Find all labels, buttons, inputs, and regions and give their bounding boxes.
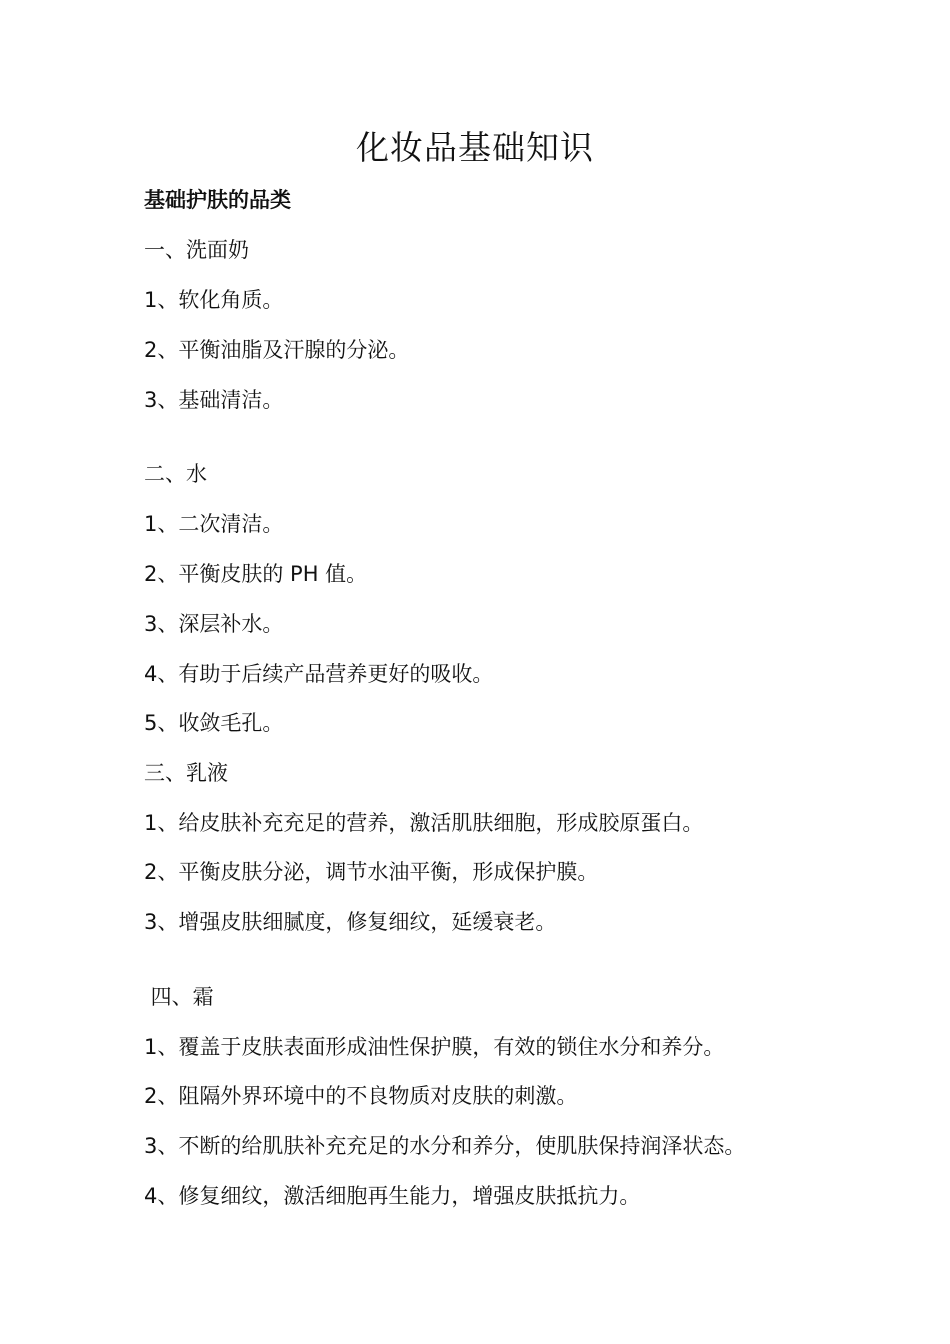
section-heading-toner: 二、水 — [144, 462, 207, 486]
list-item: 3、增强皮肤细腻度，修复细纹，延缓衰老。 — [144, 910, 557, 934]
list-item: 1、给皮肤补充充足的营养，激活肌肤细胞，形成胶原蛋白。 — [144, 811, 704, 835]
list-item: 4、修复细纹，激活细胞再生能力，增强皮肤抵抗力。 — [144, 1184, 641, 1208]
section-subtitle: 基础护肤的品类 — [144, 188, 291, 212]
list-item: 2、阻隔外界环境中的不良物质对皮肤的刺激。 — [144, 1084, 578, 1108]
list-item: 3、基础清洁。 — [144, 388, 284, 412]
list-item: 2、平衡油脂及汗腺的分泌。 — [144, 338, 410, 362]
list-item: 2、平衡皮肤分泌，调节水油平衡，形成保护膜。 — [144, 860, 599, 884]
list-item: 2、平衡皮肤的 PH 值。 — [144, 562, 368, 586]
section-heading-cream: 四、霜 — [144, 985, 214, 1009]
list-item: 3、深层补水。 — [144, 612, 284, 636]
section-heading-cleanser: 一、洗面奶 — [144, 238, 249, 262]
section-heading-lotion: 三、乳液 — [144, 761, 228, 785]
list-item: 1、覆盖于皮肤表面形成油性保护膜，有效的锁住水分和养分。 — [144, 1035, 725, 1059]
list-item: 4、有助于后续产品营养更好的吸收。 — [144, 662, 494, 686]
list-item: 5、收敛毛孔。 — [144, 711, 284, 735]
document-title: 化妆品基础知识 — [356, 128, 594, 167]
list-item: 1、软化角质。 — [144, 288, 284, 312]
list-item: 1、二次清洁。 — [144, 512, 284, 536]
list-item: 3、不断的给肌肤补充充足的水分和养分，使肌肤保持润泽状态。 — [144, 1134, 746, 1158]
